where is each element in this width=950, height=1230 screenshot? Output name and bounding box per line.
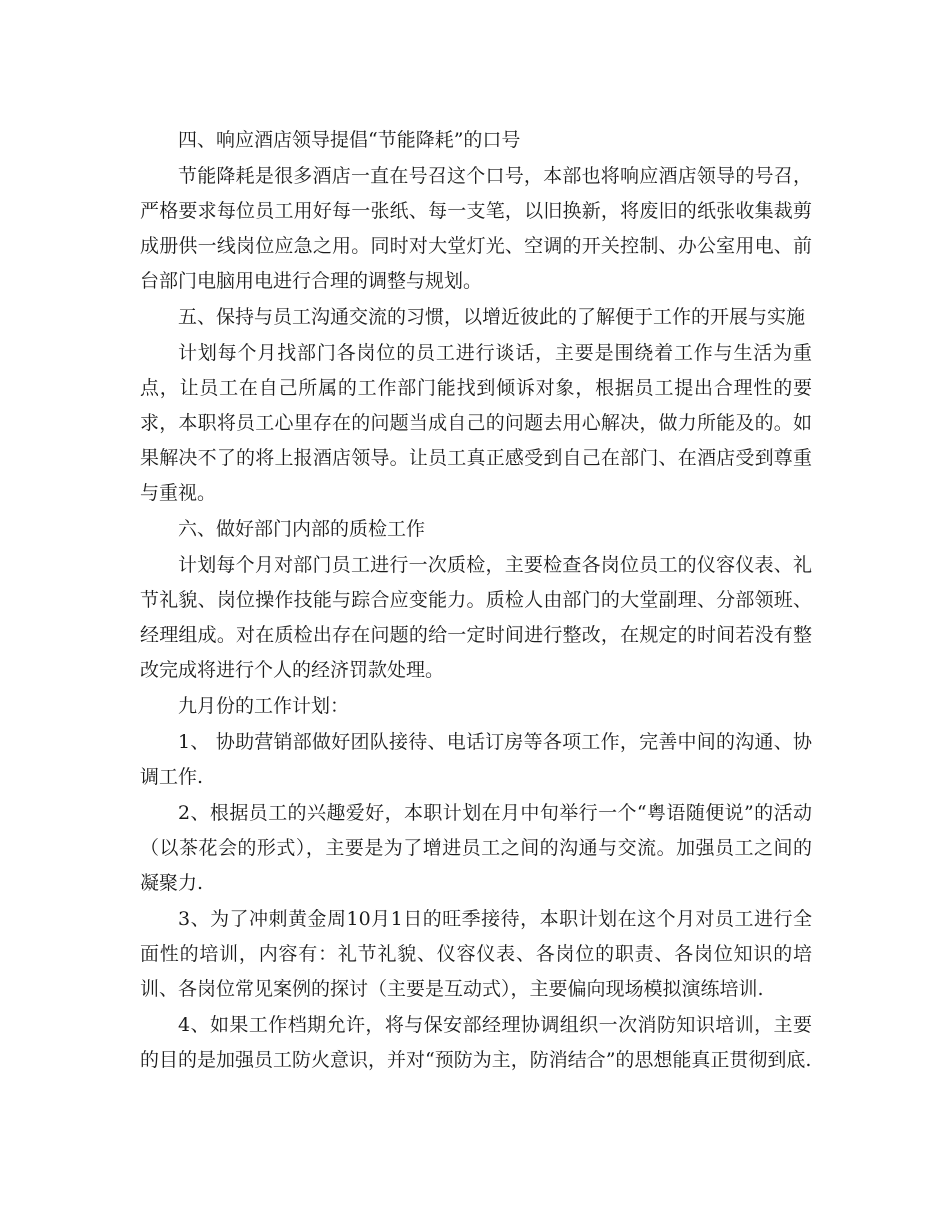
- paragraph-quality-inspection: 计划每个月对部门员工进行一次质检，主要检查各岗位员工的仪容仪表、礼节礼貌、岗位操作技能与踪合应变能力。质检人由部门的大堂副理、分部领班、经理组成。对在质检出存在问题的给一定时间进行整改，在规定的时间若没有整改完成将进行个人的经济罚款处理。: [140, 554, 812, 681]
- section-heading-staff-communication: 五、保持与员工沟通交流的习惯，以增近彼此的了解便于工作的开展与实施: [178, 306, 806, 328]
- plan-item-2: 2、根据员工的兴趣爱好，本职计划在月中旬举行一个“粤语随便说”的活动（以茶花会的形式），主要是为了增进员工之间的沟通与交流。加强员工之间的凝聚力.: [140, 802, 812, 894]
- plan-item-1: 1、 协助营销部做好团队接待、电话订房等各项工作，完善中间的沟通、协调工作.: [140, 731, 812, 788]
- september-plan-heading: 九月份的工作计划：: [178, 695, 350, 717]
- section-heading-quality-inspection: 六、做好部门内部的质检工作: [178, 518, 426, 540]
- plan-item-3: 3、为了冲刺黄金周10月1日的旺季接待，本职计划在这个月对员工进行全面性的培训，内容有：礼节礼貌、仪容仪表、各岗位的职责、各岗位知识的培训、各岗位常见案例的探讨（主要是互动式），主要偏向现场模拟演练培训.: [140, 908, 812, 1000]
- document-body: [140, 123, 812, 1079]
- plan-item-4: 4、如果工作档期允许，将与保安部经理协调组织一次消防知识培训，主要的目的是加强员工防火意识，并对“预防为主，防消结合”的思想能真正贯彻到底.: [140, 1014, 812, 1071]
- paragraph-energy-saving: 节能降耗是很多酒店一直在号召这个口号，本部也将响应酒店领导的号召，严格要求每位员工用好每一张纸、每一支笔，以旧换新，将废旧的纸张收集裁剪成册供一线岗位应急之用。同时对大堂灯光、空调的开关控制、办公室用电、前台部门电脑用电进行合理的调整与规划。: [140, 165, 812, 292]
- section-heading-energy-saving: 四、响应酒店领导提倡“节能降耗”的口号: [178, 129, 521, 151]
- paragraph-staff-communication: 计划每个月找部门各岗位的员工进行谈话，主要是围绕着工作与生活为重点，让员工在自己所属的工作部门能找到倾诉对象，根据员工提出合理性的要求，本职将员工心里存在的问题当成自己的问题去用心解决，做力所能及的。如果解决不了的将上报酒店领导。让员工真正感受到自己在部门、在酒店受到尊重与重视。: [140, 342, 812, 504]
